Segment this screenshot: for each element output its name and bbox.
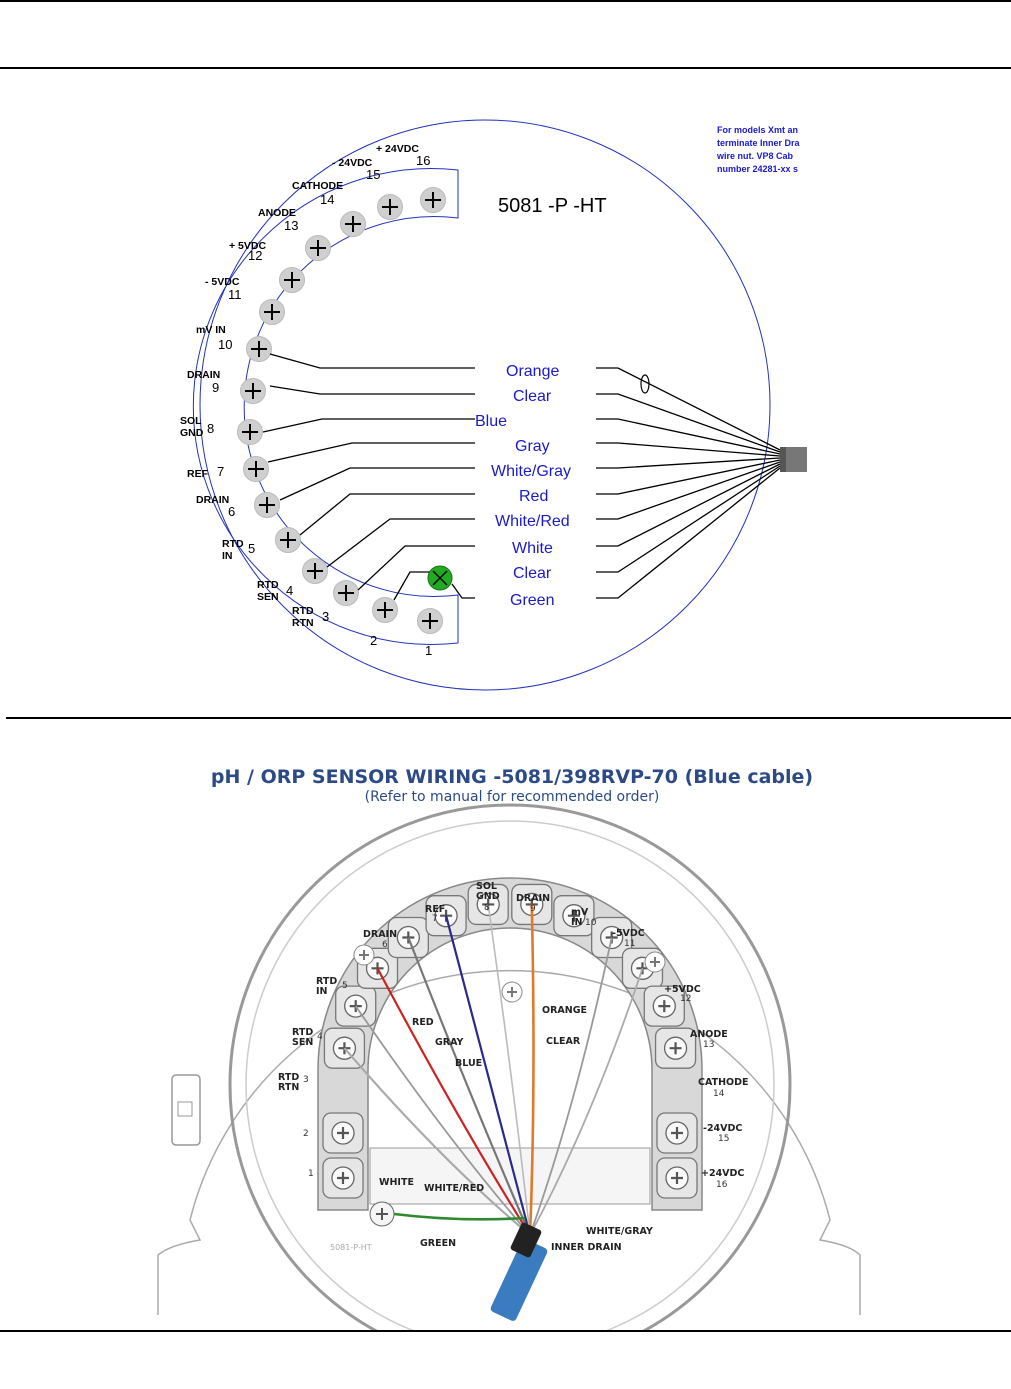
terminal-screw-1 — [418, 609, 443, 634]
wire-color-white: White — [512, 540, 553, 557]
wire-left-5 — [280, 468, 475, 500]
terminal-screw-5 — [276, 528, 301, 553]
terminal-tag-6: DRAIN — [363, 929, 398, 940]
note-line-2: terminate Inner Dra — [717, 138, 800, 148]
screw-terminal-16 — [657, 1158, 697, 1198]
wire-label-orange: ORANGE — [542, 1005, 587, 1016]
terminal-number-15: 15 — [366, 167, 381, 182]
terminal-tag-14: CATHODE — [698, 1077, 749, 1088]
terminal-number-9: 9 — [212, 380, 220, 395]
terminal-tag-10-a: mV — [571, 907, 589, 918]
header-rule — [0, 67, 1011, 69]
sensor-wiring-subtitle: (Refer to manual for recommended order) — [364, 789, 660, 805]
terminal-tag-13: ANODE — [690, 1029, 728, 1040]
terminal-label-8-b: GND — [180, 427, 204, 439]
terminal-num-16: 16 — [716, 1180, 728, 1190]
wire-color-orange: Orange — [506, 363, 560, 380]
terminal-screw-12 — [280, 268, 305, 293]
terminal-screw-16 — [421, 188, 446, 213]
wire-color-green: Green — [510, 592, 555, 609]
terminal-number-1: 1 — [425, 643, 433, 658]
terminal-tag-12: +5VDC — [664, 984, 701, 995]
wire-color-gray: Gray — [515, 438, 550, 455]
terminal-num-9: 9 — [530, 904, 536, 914]
side-tab — [172, 1075, 200, 1145]
terminal-label-3-b: RTN — [292, 617, 314, 629]
terminal-label-4-b: SEN — [257, 591, 279, 603]
wire-label-white: WHITE — [379, 1177, 414, 1188]
footer-rule — [0, 1330, 1011, 1332]
terminal-tag-8-b: GND — [476, 891, 500, 902]
terminal-screw-11 — [260, 300, 285, 325]
terminal-num-14: 14 — [713, 1089, 725, 1099]
terminal-screw-3 — [334, 581, 359, 606]
wire-right-9 — [596, 466, 780, 572]
wire-left-4 — [268, 443, 475, 462]
wire-left-10 — [452, 584, 475, 598]
housing-outline — [200, 120, 770, 690]
wire-label-gray: GRAY — [435, 1037, 464, 1048]
screw-terminal-1 — [323, 1158, 363, 1198]
wire-right-1 — [596, 368, 780, 450]
terminal-num-1: 1 — [308, 1169, 314, 1179]
wire-left-2 — [270, 386, 475, 394]
wire-color-red: Red — [519, 488, 549, 505]
terminal-label-12: + 5VDC — [229, 240, 267, 252]
wire-right-6 — [596, 460, 780, 494]
terminal-tag-11: -5VDC — [612, 928, 645, 939]
wire-color-white-red: White/Red — [495, 513, 570, 530]
terminal-label-15: - 24VDC — [332, 157, 373, 169]
wire-left-8 — [358, 546, 475, 590]
note-line-3: wire nut. VP8 Cab — [717, 151, 794, 161]
terminal-num-5: 5 — [342, 981, 348, 991]
terminal-number-6: 6 — [228, 504, 236, 519]
cable-stub-shade — [780, 447, 786, 472]
terminal-tag-15: -24VDC — [703, 1123, 743, 1134]
note-line-1: For models Xmt an — [717, 125, 799, 135]
terminal-tag-4-b: SEN — [292, 1037, 314, 1048]
terminal-num-8: 8 — [484, 903, 490, 913]
terminal-tag-10-b: IN — [571, 917, 583, 928]
model-label: 5081 -P -HT — [498, 195, 607, 217]
terminal-num-3: 3 — [303, 1075, 309, 1085]
terminal-num-13: 13 — [703, 1040, 715, 1050]
terminal-label-4-a: RTD — [257, 579, 279, 591]
terminal-num-4: 4 — [317, 1032, 323, 1042]
wire-label-white-red: WHITE/RED — [424, 1183, 485, 1194]
terminal-num-12: 12 — [680, 994, 692, 1004]
terminal-num-10: 10 — [585, 918, 597, 928]
wire-label-green: GREEN — [420, 1238, 457, 1249]
top-rule — [0, 0, 1011, 2]
terminal-label-5-a: RTD — [222, 538, 244, 550]
terminal-tag-3-a: RTD — [278, 1072, 300, 1083]
housing-outer — [158, 971, 860, 1315]
screw-terminal-15 — [657, 1113, 697, 1153]
terminal-label-9: DRAIN — [187, 369, 221, 381]
terminal-label-10: mV IN — [196, 324, 226, 336]
terminal-label-8-a: SOL — [180, 415, 202, 427]
terminal-num-11: 11 — [624, 939, 636, 949]
terminal-number-2: 2 — [370, 633, 378, 648]
wire-label-white-gray: WHITE/GRAY — [586, 1226, 653, 1237]
terminal-label-3-a: RTD — [292, 605, 314, 617]
terminal-group — [238, 188, 446, 634]
wire-right-4 — [596, 443, 780, 456]
mounting-screw-2 — [645, 952, 665, 972]
terminal-num-6: 6 — [382, 940, 388, 950]
ground-screw — [370, 1202, 394, 1226]
note-line-4: number 24281-xx s — [717, 164, 799, 174]
terminal-tag-5-b: IN — [316, 986, 328, 997]
terminal-screw-4 — [303, 559, 328, 584]
terminal-number-12: 12 — [248, 248, 263, 263]
terminal-tag-9: DRAIN — [516, 893, 551, 904]
wire-right-5 — [596, 458, 780, 468]
cable-tie — [641, 375, 649, 393]
terminal-num-2: 2 — [303, 1129, 309, 1139]
terminal-screw-6 — [255, 493, 280, 518]
wire-left-6 — [300, 494, 475, 535]
mid-rule — [6, 717, 1011, 719]
terminal-screw-13 — [306, 236, 331, 261]
terminal-screw-14 — [341, 212, 366, 237]
wire-left-3 — [263, 419, 475, 432]
terminal-num-7: 7 — [432, 914, 438, 924]
terminal-number-5: 5 — [248, 541, 256, 556]
terminal-label-7: REF — [187, 468, 208, 480]
sensor-wiring-title: pH / ORP SENSOR WIRING -5081/398RVP-70 (Blue cable) — [210, 766, 814, 788]
terminal-number-8: 8 — [207, 421, 215, 436]
wire-left-1 — [270, 354, 475, 368]
terminal-number-10: 10 — [218, 337, 233, 352]
terminal-number-3: 3 — [322, 609, 330, 624]
terminal-screw-8 — [238, 420, 263, 445]
terminal-label-6: DRAIN — [196, 494, 230, 506]
wire-right-10 — [596, 468, 780, 598]
wire-label-red: RED — [412, 1017, 434, 1028]
terminal-label-5-b: IN — [222, 550, 233, 562]
terminal-number-16: 16 — [416, 153, 431, 168]
terminal-tag-8-a: SOL — [476, 881, 497, 892]
terminal-label-14: CATHODE — [292, 180, 344, 192]
terminal-tag-4-a: RTD — [292, 1027, 314, 1038]
terminal-label-16: + 24VDC — [376, 143, 419, 155]
wire-label-clear: CLEAR — [546, 1036, 581, 1047]
screw-terminal-4 — [336, 986, 376, 1026]
terminal-screw-2 — [373, 598, 398, 623]
wire-label-inner-drain: INNER DRAIN — [551, 1242, 622, 1253]
terminal-screw-10 — [247, 337, 272, 362]
terminal-num-15: 15 — [718, 1134, 730, 1144]
terminal-tag-7: REF — [425, 904, 446, 915]
wire-color-clear: Clear — [513, 388, 552, 405]
terminal-screw-9 — [241, 379, 266, 404]
top-wiring-diagram — [0, 70, 1011, 720]
wire-orange — [530, 904, 533, 1235]
wire-left-7 — [327, 519, 475, 567]
terminal-tag-5-a: RTD — [316, 976, 338, 987]
wire-label-blue: BLUE — [455, 1058, 483, 1069]
terminal-tag-16: +24VDC — [701, 1168, 745, 1179]
bottom-wiring-photo — [0, 730, 1011, 1330]
terminal-number-11: 11 — [228, 287, 242, 302]
terminal-label-13: ANODE — [258, 207, 296, 219]
terminal-number-13: 13 — [284, 218, 299, 233]
terminal-number-14: 14 — [320, 192, 335, 207]
wire-color-blue: Blue — [475, 413, 508, 430]
terminal-number-4: 4 — [286, 583, 294, 598]
terminal-tag-3-b: RTN — [278, 1082, 300, 1093]
wire-color-clear-2: Clear — [513, 565, 552, 582]
terminal-screw-15 — [378, 195, 403, 220]
terminal-label-11: - 5VDC — [205, 276, 240, 288]
wire-color-white-gray: White/Gray — [491, 463, 572, 480]
screw-terminal-2 — [323, 1113, 363, 1153]
mounting-screw-3 — [502, 982, 522, 1002]
terminal-screw-7 — [244, 457, 269, 482]
terminal-number-7: 7 — [217, 464, 225, 479]
mounting-screw-1 — [354, 945, 374, 965]
board-model-label: 5081-P-HT — [330, 1243, 372, 1252]
